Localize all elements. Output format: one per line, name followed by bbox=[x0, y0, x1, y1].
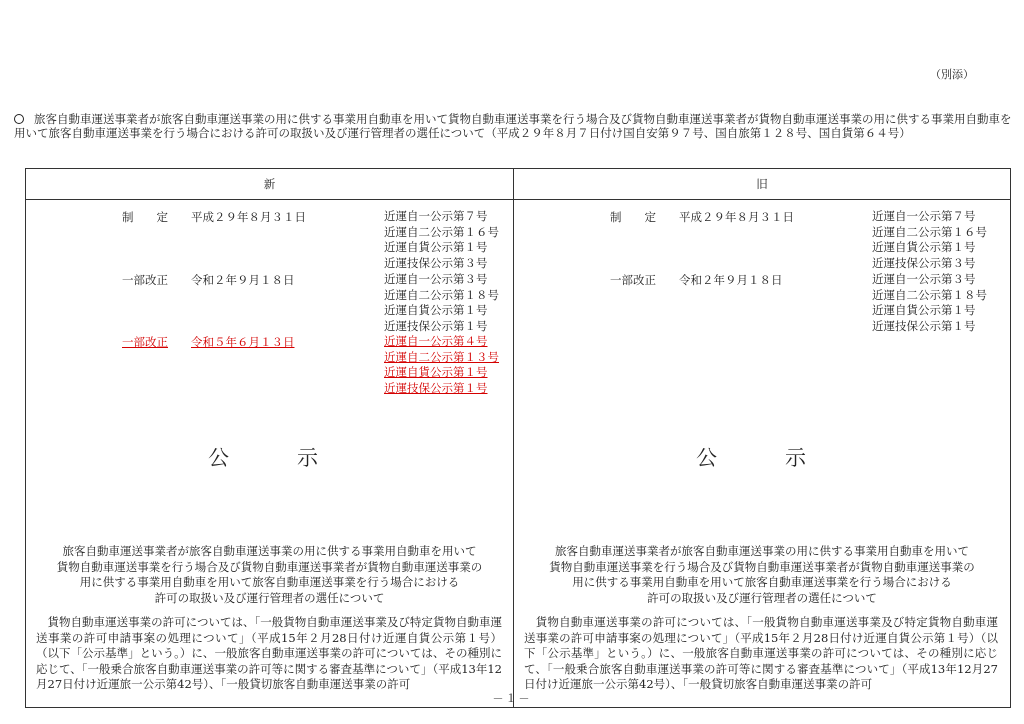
code-line: 近運自貨公示第１号 bbox=[384, 365, 488, 380]
kaisei2-label: 一部改正 bbox=[122, 335, 168, 349]
kouji-heading-b: 示 bbox=[297, 446, 318, 470]
kouji-heading-a: 公 bbox=[696, 446, 717, 470]
intro-text: 旅客自動車運送事業者が旅客自動車運送事業の用に供する事業用自動車を用いて貨物自動車運送事業を行う場合及び貨物自動車運送事業者が貨物自動車運送事業の用に供する事業用自動車を用いて旅客自動車運送事業を行う場合における許可の取扱い及び運行管理者の選任について（平成２９年８月７日付け国自安第９７号、国自旅第１２８号、国自貨第６４号） bbox=[14, 112, 1012, 140]
intro-paragraph bbox=[14, 112, 1012, 140]
column-old bbox=[514, 199, 1010, 707]
code-line: 近運自一公示第７号 bbox=[384, 209, 488, 223]
kaisei1-label: 一部改正 bbox=[122, 273, 168, 287]
kaisei1-label: 一部改正 bbox=[610, 273, 656, 287]
code-line: 近運自二公示第１３号 bbox=[384, 349, 499, 364]
seitei-date: 平成２９年８月３１日 bbox=[191, 210, 306, 224]
code-line: 近運自一公示第４号 bbox=[384, 334, 488, 348]
code-line: 近運技保公示第１号 bbox=[872, 318, 976, 333]
kouji-heading-a: 公 bbox=[208, 446, 229, 470]
header-new: 新 bbox=[263, 177, 276, 191]
kaisei2-codes bbox=[384, 334, 499, 396]
seitei-label: 制 定 bbox=[610, 210, 656, 224]
code-line: 近運自貨公示第１号 bbox=[872, 240, 976, 255]
subject-block bbox=[514, 544, 1010, 606]
code-line: 近運自貨公示第１号 bbox=[384, 303, 488, 318]
header-old: 旧 bbox=[756, 177, 768, 191]
subject-line: 旅客自動車運送事業者が旅客自動車運送事業の用に供する事業用自動車を用いて bbox=[62, 544, 477, 558]
kaisei1-date: 令和２年９月１８日 bbox=[679, 273, 783, 287]
subject-line: 許可の取扱い及び運行管理者の選任について bbox=[154, 590, 385, 605]
circle-bullet-icon bbox=[14, 114, 24, 124]
code-line: 近運自二公示第１６号 bbox=[872, 224, 987, 239]
betten-label: （別添） bbox=[930, 68, 974, 81]
code-line: 近運自一公示第３号 bbox=[872, 272, 976, 286]
table-header-row bbox=[26, 169, 1010, 200]
body-paragraph-old: 貨物自動車運送事業の許可については、「一般貨物自動車運送事業及び特定貨物自動車運送事業の許可申請事案の処理について」（平成15年２月28日付け近運自貨公示第１号）（以下「公示基準」という。）に、一般旅客自動車運送事業の許可については、その種別に応じて、「一般乗合旅客自動車運送事業の許可等に関する審査基準について」（平成13年12月27日付け近運旅一公示第42号）、「一般貸切旅客自動車運送事業の許可 bbox=[524, 615, 998, 691]
code-line: 近運技保公示第１号 bbox=[384, 380, 488, 395]
kaisei1-date: 令和２年９月１８日 bbox=[191, 273, 295, 287]
code-line: 近運自一公示第７号 bbox=[872, 209, 976, 223]
column-new bbox=[26, 199, 513, 707]
seitei-label: 制 定 bbox=[122, 210, 168, 224]
kaisei2-date: 令和５年６月１３日 bbox=[191, 335, 295, 349]
subject-line: 旅客自動車運送事業者が旅客自動車運送事業の用に供する事業用自動車を用いて bbox=[555, 544, 969, 558]
code-line: 近運自二公示第１８号 bbox=[384, 287, 499, 302]
code-line: 近運自二公示第１８号 bbox=[872, 287, 987, 302]
seitei-codes bbox=[872, 209, 987, 271]
seitei-date: 平成２９年８月３１日 bbox=[679, 210, 794, 224]
code-line: 近運技保公示第３号 bbox=[872, 255, 976, 270]
kaisei1-codes bbox=[872, 272, 987, 334]
code-line: 近運自貨公示第１号 bbox=[384, 240, 488, 255]
kouji-heading-b: 示 bbox=[785, 446, 806, 470]
subject-line: 用に供する事業用自動車を用いて旅客自動車運送事業を行う場合における bbox=[79, 575, 460, 589]
subject-line: 貨物自動車運送事業を行う場合及び貨物自動車運送事業者が貨物自動車運送事業の bbox=[549, 559, 975, 574]
code-line: 近運技保公示第１号 bbox=[384, 318, 488, 333]
comparison-table bbox=[25, 168, 1011, 708]
code-line: 近運自二公示第１６号 bbox=[384, 224, 499, 239]
kaisei1-codes bbox=[384, 272, 499, 334]
body-paragraph-new: 貨物自動車運送事業の許可については、「一般貨物自動車運送事業及び特定貨物自動車運送事業の許可申請事案の処理について」（平成15年２月28日付け近運自貨公示第１号）（以下「公示基準」という。）に、一般旅客自動車運送事業の許可については、その種別に応じて、「一般乗合旅客自動車運送事業の許可等に関する審査基準について」（平成13年12月27日付け近運旅一公示第42号）、「一般貸切旅客自動車運送事業の許可 bbox=[36, 615, 502, 691]
code-line: 近運自一公示第３号 bbox=[384, 272, 488, 286]
page-number: －１－ bbox=[492, 692, 532, 705]
subject-block bbox=[26, 544, 513, 606]
seitei-codes bbox=[384, 209, 499, 271]
subject-line: 用に供する事業用自動車を用いて旅客自動車運送事業を行う場合における bbox=[572, 575, 952, 589]
code-line: 近運技保公示第３号 bbox=[384, 255, 488, 270]
subject-line: 許可の取扱い及び運行管理者の選任について bbox=[647, 590, 877, 605]
subject-line: 貨物自動車運送事業を行う場合及び貨物自動車運送事業者が貨物自動車運送事業の bbox=[56, 559, 483, 574]
code-line: 近運自貨公示第１号 bbox=[872, 303, 976, 318]
